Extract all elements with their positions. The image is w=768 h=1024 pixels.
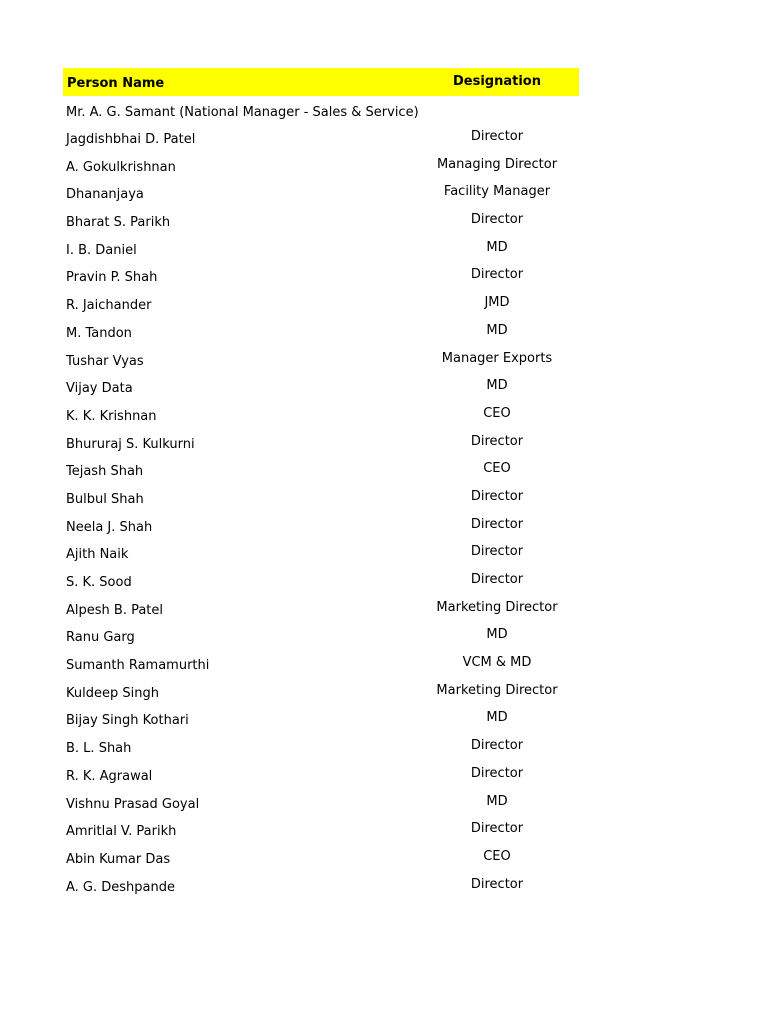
table-row [63,817,579,845]
table-row [63,291,579,319]
table-row [63,790,579,818]
person-name-cell: S. K. Sood [66,575,132,590]
contact-table [63,98,579,900]
person-name-cell: Ranu Garg [66,630,135,646]
table-row [63,596,579,624]
table-row [63,402,579,430]
designation-cell: Director [470,765,524,781]
table-row [63,623,579,651]
person-name-cell: B. L. Shah [66,741,132,757]
table-row [63,153,579,181]
designation-cell: Director [470,488,524,504]
designation-cell: MD [486,793,508,809]
person-name-cell: Abin Kumar Das [66,851,171,867]
table-row [63,873,579,901]
table-row [63,125,579,153]
table-row [63,457,579,485]
person-name-cell: Kuldeep Singh [66,685,159,701]
person-name-cell: Alpesh B. Patel [66,602,164,618]
person-name-cell: I. B. Daniel [66,242,137,258]
person-name-cell: Tushar Vyas [66,353,144,369]
person-name-cell: Ajith Naik [66,547,129,563]
designation-cell: Managing Director [436,156,558,172]
table-row [63,651,579,679]
designation-cell: Facility Manager [443,184,551,200]
person-name-cell: Sumanth Ramamurthi [66,658,210,674]
person-name-cell: Vijay Data [66,381,133,397]
person-name-cell: K. K. Krishnan [66,408,157,424]
person-name-header: Person Name [67,76,165,91]
designation-cell: Director [470,433,524,449]
designation-cell: Director [470,821,524,837]
designation-cell: MD [486,239,508,255]
designation-cell: Director [470,212,524,228]
table-row [63,236,579,264]
designation-cell: CEO [483,848,511,864]
designation-cell: MD [486,322,508,338]
designation-cell: Director [470,516,524,532]
person-name-cell: R. K. Agrawal [66,768,153,784]
designation-cell: CEO [483,405,511,421]
table-row [63,347,579,375]
table-row [63,430,579,458]
table-row [63,180,579,208]
designation-cell: MD [486,627,508,643]
person-name-cell: Dhananjaya [66,187,144,203]
designation-header: Designation [453,74,541,89]
designation-cell: Director [470,738,524,754]
designation-cell: Director [470,876,524,892]
designation-cell: VCM & MD [462,655,532,671]
person-name-cell: Tejash Shah [66,464,144,480]
person-name-cell: Bharat S. Parikh [66,215,171,231]
table-row [63,485,579,513]
table-row [63,319,579,347]
table-row [63,540,579,568]
table-row [63,734,579,762]
person-name-cell: A. Gokulkrishnan [66,159,176,175]
designation-cell: Director [470,544,524,560]
designation-cell: Marketing Director [436,682,558,698]
designation-cell: JMD [484,295,510,311]
table-row [63,568,579,596]
person-name-cell: R. Jaichander [66,298,152,314]
person-name-cell: Bijay Singh Kothari [66,713,189,729]
person-name-cell: M. Tandon [66,325,132,341]
table-row [63,513,579,541]
designation-cell: Director [470,572,524,587]
table-row [63,374,579,402]
table-header [63,68,579,96]
table-row [63,208,579,236]
person-name-cell: Bhururaj S. Kulkurni [66,436,195,452]
designation-cell: Director [470,267,524,283]
designation-cell: MD [486,378,508,394]
person-name-cell: Bulbul Shah [66,491,144,507]
person-name-cell: Vishnu Prasad Goyal [66,796,200,812]
person-name-cell: Pravin P. Shah [66,270,158,286]
designation-cell: Marketing Director [436,599,558,615]
designation-cell: Manager Exports [441,350,553,366]
person-name-cell: Amritlal V. Parikh [66,824,177,840]
table-row [63,762,579,790]
table-row [63,98,579,125]
person-name-cell: Mr. A. G. Samant (National Manager - Sales & Service) [66,105,419,120]
designation-cell: MD [486,710,508,726]
table-row [63,706,579,734]
table-row [63,845,579,873]
designation-cell: Director [470,129,524,144]
person-name-cell: Jagdishbhai D. Patel [66,132,196,147]
table-row [63,263,579,291]
person-name-cell: Neela J. Shah [66,519,153,535]
person-name-cell: A. G. Deshpande [66,879,175,895]
designation-cell: CEO [483,461,511,477]
table-row [63,679,579,707]
